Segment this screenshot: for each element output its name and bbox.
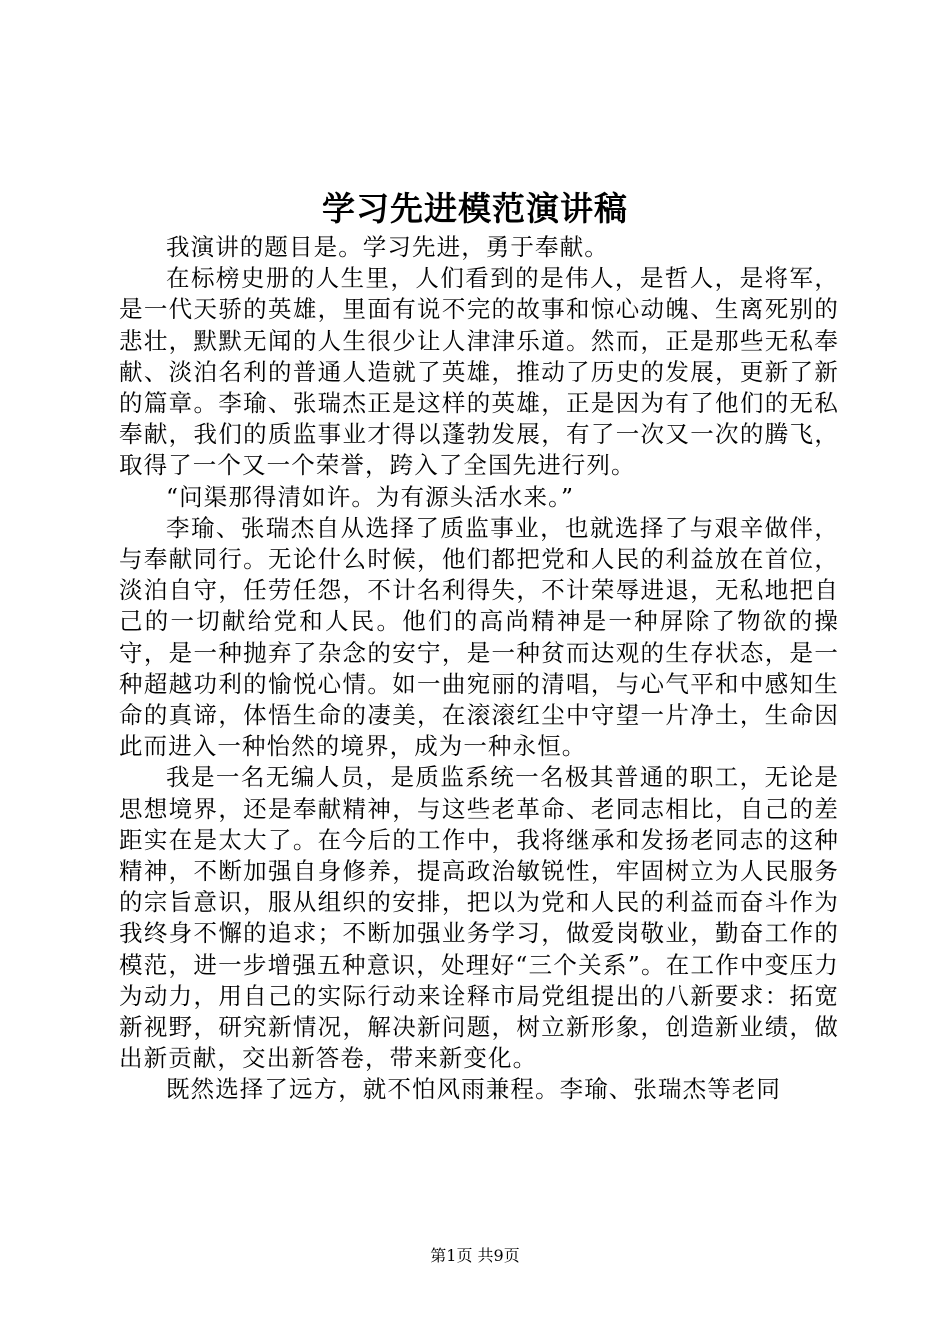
paragraph: 在标榜史册的人生里，人们看到的是伟人，是哲人，是将军，是一代天骄的英雄，里面有说不完的故事和惊心动魄、生离死别的悲壮，默默无闻的人生很少让人津津乐道。然而，正是那些无私奉献、淡泊名利的普通人造就了英雄，推动了历史的发展，更新了新的篇章。李瑜、张瑞杰正是这样的英雄，正是因为有了他们的无私奉献，我们的质监事业才得以蓬勃发展，有了一次又一次的腾飞，取得了一个又一个荣誉，跨入了全国先进行列。 (119, 264, 839, 480)
paragraph: 我是一名无编人员，是质监系统一名极其普通的职工，无论是思想境界，还是奉献精神，与这些老革命、老同志相比，自己的差距实在是太大了。在今后的工作中，我将继承和发扬老同志的这种精神，不断加强自身修养，提高政治敏锐性，牢固树立为人民服务的宗旨意识，服从组织的安排，把以为党和人民的利益而奋斗作为我终身不懈的追求；不断加强业务学习，做爱岗敬业，勤奋工作的模范，进一步增强五种意识，处理好“三个关系”。在工作中变压力为动力，用自己的实际行动来诠释市局党组提出的八新要求：拓宽新视野，研究新情况，解决新问题，树立新形象，创造新业绩，做出新贡献，交出新答卷，带来新变化。 (119, 763, 839, 1073)
document-body (119, 232, 839, 1106)
paragraph: 李瑜、张瑞杰自从选择了质监事业，也就选择了与艰辛做伴，与奉献同行。无论什么时候，他们都把党和人民的利益放在首位，淡泊自守，任劳任怨，不计名利得失，不计荣辱进退，无私地把自己的一切献给党和人民。他们的高尚精神是一种屏除了物欲的操守，是一种抛弃了杂念的安宁，是一种贫而达观的生存状态，是一种超越功利的愉悦心情。如一曲宛丽的清唱，与心气平和中感知生命的真谛，体悟生命的凄美，在滚滚红尘中守望一片净土，生命因此而进入一种怡然的境界，成为一种永恒。 (119, 513, 839, 761)
paragraph: “问渠那得清如许。为有源头活水来。” (166, 482, 575, 511)
paragraph: 我演讲的题目是。学习先进，勇于奉献。 (166, 233, 609, 261)
paragraph: 既然选择了远方，就不怕风雨兼程。李瑜、张瑞杰等老同 (166, 1075, 781, 1104)
document-title: 学习先进模范演讲稿 (322, 189, 628, 228)
page-number-footer: 第1页 共9页 (430, 1246, 520, 1265)
